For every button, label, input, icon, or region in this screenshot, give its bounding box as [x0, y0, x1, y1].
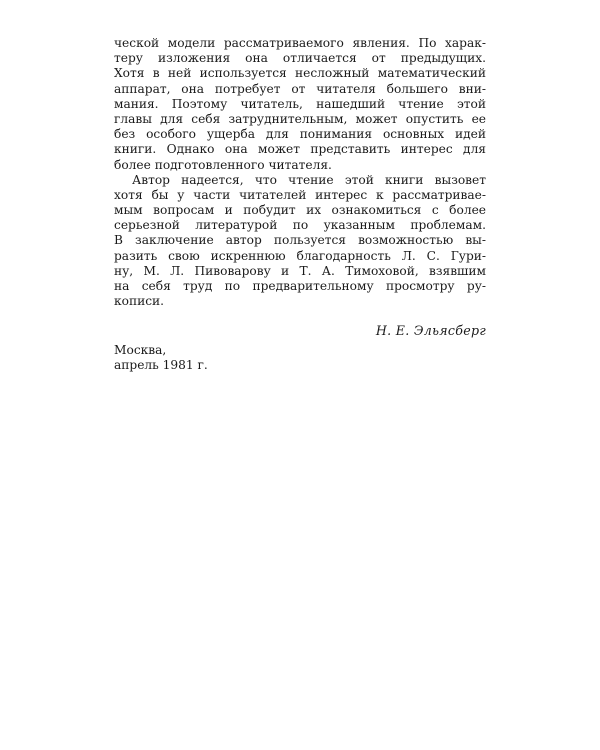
text-line: книги. Однако она может представить интерес для [114, 142, 486, 157]
place-and-date [114, 343, 208, 372]
text-line: мым вопросам и побудит их ознакомиться с более [114, 203, 486, 218]
text-line: Хотя в ней используется несложный математический [114, 66, 486, 81]
text-line: на себя труд по предварительному просмотру ру- [114, 279, 486, 293]
text-line: В заключение автор пользуется возможностью вы- [114, 233, 486, 248]
text-line: более подготовленного читателя. [114, 157, 332, 172]
text-line: аппарат, она потребует от читателя большего вни- [114, 81, 486, 96]
paragraph-2 [114, 173, 486, 310]
text-line: без особого ущерба для понимания основных идей [114, 127, 486, 142]
date: апрель 1981 г. [114, 357, 208, 372]
text-line: разить свою искреннюю благодарность Л. С. Гури- [114, 248, 486, 263]
text-line: хотя бы у части читателей интерес к рассматривае- [114, 187, 486, 202]
text-line: ческой модели рассматриваемого явления. По харак- [114, 36, 486, 50]
text-line: теру изложения она отличается от предыдущих. [114, 51, 486, 66]
text-line: ну, М. Л. Пивоварову и Т. А. Тимоховой, взявшим [114, 263, 486, 278]
text-line: мания. Поэтому читатель, нашедший чтение этой [114, 96, 486, 111]
text-line: кописи. [114, 294, 165, 309]
text-line: серьезной литературой по указанным проблемам. [114, 218, 486, 233]
paragraph-1 [114, 36, 486, 173]
text-line: главы для себя затруднительным, может опустить ее [114, 111, 486, 126]
text-line: Автор надеется, что чтение этой книги вызовет [132, 172, 486, 187]
place: Москва, [114, 343, 167, 357]
author-signature: Н. Е. Эльясберг [375, 323, 486, 338]
body-text [114, 36, 486, 309]
